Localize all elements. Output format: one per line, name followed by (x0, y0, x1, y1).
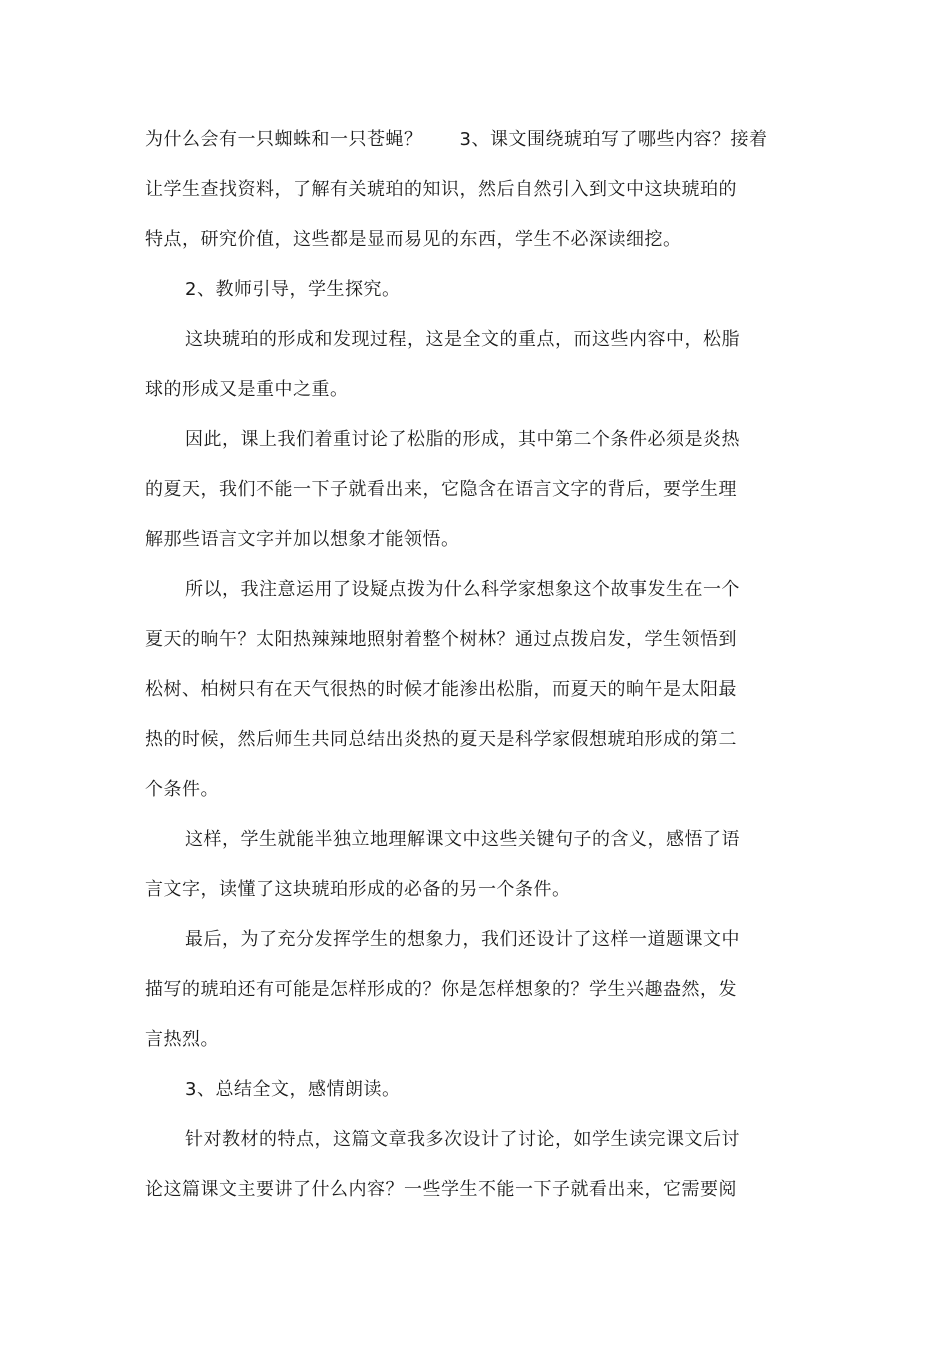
text-line: 针对教材的特点，这篇文章我多次设计了讨论，如学生读完课文后讨 (185, 1129, 740, 1150)
section-heading: 3、总结全文，感情朗读。 (185, 1079, 401, 1100)
text-line: 最后，为了充分发挥学生的想象力，我们还设计了这样一道题课文中 (185, 929, 740, 950)
text-line: 这块琥珀的形成和发现过程，这是全文的重点，而这些内容中，松脂 (185, 329, 740, 350)
text-line: 言文字，读懂了这块琥珀形成的必备的另一个条件。 (145, 879, 571, 900)
text-line: 热的时候，然后师生共同总结出炎热的夏天是科学家假想琥珀形成的第二 (145, 729, 737, 750)
text-line: 松树、柏树只有在天气很热的时候才能渗出松脂，而夏天的晌午是太阳最 (145, 679, 737, 700)
text-line: 因此，课上我们着重讨论了松脂的形成，其中第二个条件必须是炎热 (185, 429, 740, 450)
text-line: 言热烈。 (145, 1029, 219, 1050)
text-line: 让学生查找资料，了解有关琥珀的知识，然后自然引入到文中这块琥珀的 (145, 179, 737, 200)
text-line: 球的形成又是重中之重。 (145, 379, 349, 400)
text-line: 的夏天，我们不能一下子就看出来，它隐含在语言文字的背后，要学生理 (145, 479, 737, 500)
text-line: 论这篇课文主要讲了什么内容？一些学生不能一下子就看出来，它需要阅 (145, 1179, 737, 1200)
text-line: 为什么会有一只蜘蛛和一只苍蝇？ 3、课文围绕琥珀写了哪些内容？接着 (145, 129, 768, 150)
text-line: 解那些语言文字并加以想象才能领悟。 (145, 529, 460, 550)
text-line: 所以，我注意运用了设疑点拨为什么科学家想象这个故事发生在一个 (185, 579, 740, 600)
text-line: 这样，学生就能半独立地理解课文中这些关键句子的含义，感悟了语 (185, 829, 740, 850)
text-line: 个条件。 (145, 779, 219, 800)
text-line: 特点，研究价值，这些都是显而易见的东西，学生不必深读细挖。 (145, 229, 682, 250)
section-heading: 2、教师引导，学生探究。 (185, 279, 401, 300)
text-line: 夏天的晌午？太阳热辣辣地照射着整个树林？通过点拨启发，学生领悟到 (145, 629, 737, 650)
text-line: 描写的琥珀还有可能是怎样形成的？你是怎样想象的？学生兴趣盎然，发 (145, 979, 737, 1000)
